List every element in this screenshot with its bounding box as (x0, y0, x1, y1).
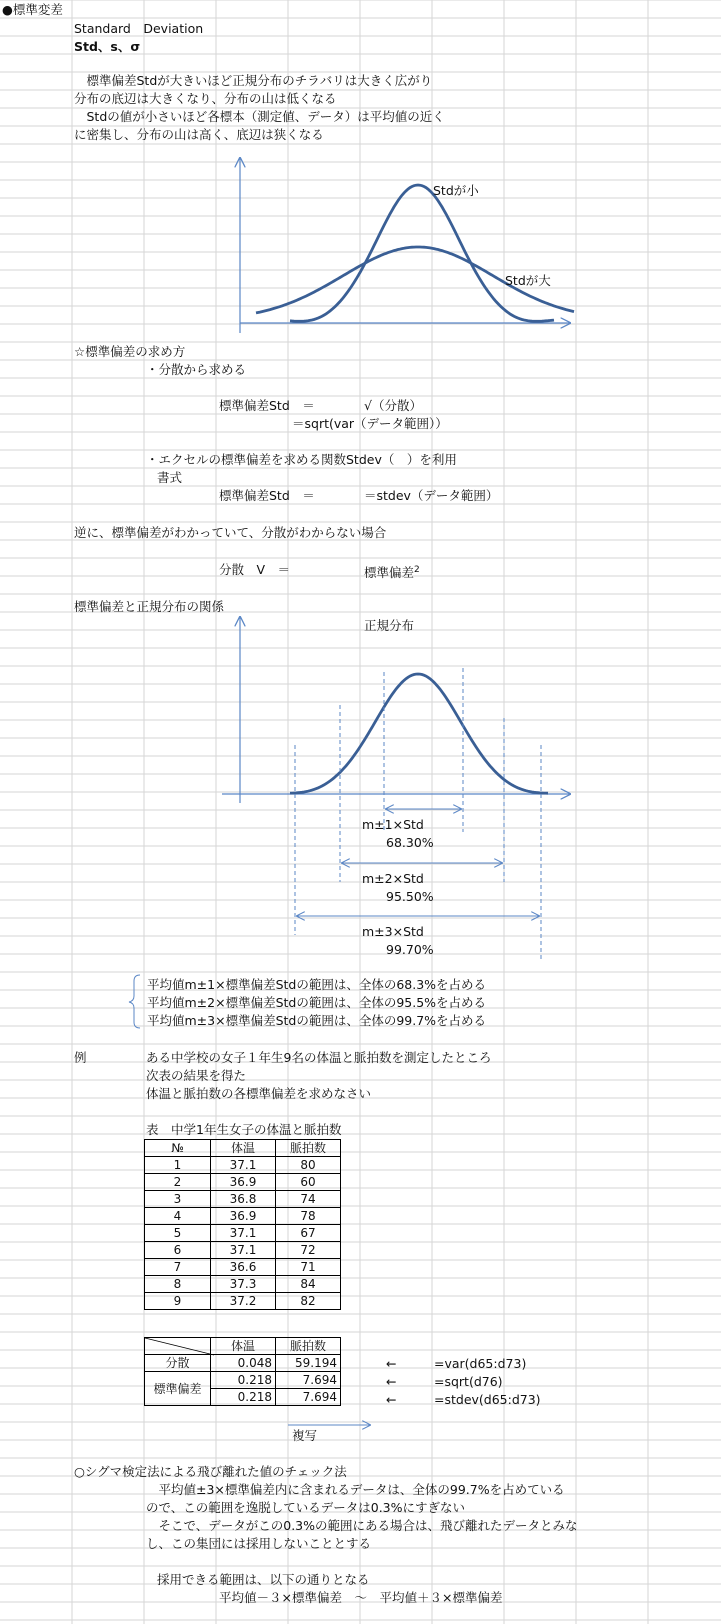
intro-line: Stdの値が小さいほど各標本（測定値、データ）は平均値の近く (74, 109, 445, 124)
example-line: 体温と脈拍数の各標準偏差を求めなさい (146, 1086, 372, 1101)
formula1-right: √（分散） (364, 398, 422, 413)
variance-label: 分散 (145, 1355, 211, 1372)
header-pulse: 脈拍数 (276, 1140, 341, 1157)
inverse-text: 逆に、標準偏差がわかっていて、分散がわからない場合 (74, 525, 387, 540)
formula2-left: 標準偏差Std ＝ (219, 488, 315, 503)
header-no: № (145, 1140, 211, 1157)
cell: 71 (276, 1259, 341, 1276)
cell: 72 (276, 1242, 341, 1259)
summary-line: 平均値m±2×標準偏差Stdの範囲は、全体の95.5%を占める (147, 995, 487, 1010)
normal-chart-title: 正規分布 (364, 618, 415, 633)
left-arrow: ← (386, 1374, 397, 1389)
method-sub2: ・エクセルの標準偏差を求める関数Stdev（ ）を利用 (146, 452, 457, 467)
english-name: Standard Deviation (74, 21, 204, 36)
intro-line: 標準偏差Stdが大きいほど正規分布のチラバリは大きく広がり (74, 73, 433, 88)
page-title: ●標準変差 (2, 2, 63, 17)
cell: 74 (276, 1191, 341, 1208)
variance-temp: 0.048 (211, 1355, 276, 1372)
cell: 5 (145, 1225, 211, 1242)
narrow-curve (290, 185, 554, 321)
range2-label: m±2×Std (362, 871, 424, 886)
header-temp: 体温 (211, 1140, 276, 1157)
formula-stdev: =stdev(d65:d73) (434, 1392, 541, 1407)
example-line: ある中学校の女子１年生9名の体温と脈拍数を測定したところ (146, 1050, 492, 1065)
formula1-alt: ＝sqrt(var（データ範囲）） (292, 416, 448, 431)
stats-header-pulse: 脈拍数 (276, 1338, 341, 1355)
cell: 1 (145, 1157, 211, 1174)
cell: 3 (145, 1191, 211, 1208)
cell: 2 (145, 1174, 211, 1191)
diagonal-cell (145, 1338, 211, 1355)
cell: 80 (276, 1157, 341, 1174)
cell: 78 (276, 1208, 341, 1225)
sigma-line: 平均値±3×標準偏差内に含まれるデータは、全体の99.7%を占めている (146, 1482, 565, 1497)
cell: 9 (145, 1293, 211, 1310)
table-row (145, 1157, 341, 1174)
normal-distribution-chart (222, 617, 570, 962)
cell: 36.9 (211, 1208, 276, 1225)
stats-table (144, 1337, 341, 1406)
table-row (145, 1208, 341, 1225)
large-std-label: Stdが大 (505, 273, 551, 288)
cell: 4 (145, 1208, 211, 1225)
cell: 8 (145, 1276, 211, 1293)
relation-heading: 標準偏差と正規分布の関係 (74, 599, 225, 614)
formula-var: =var(d65:d73) (434, 1356, 527, 1371)
table-header-row (145, 1140, 341, 1157)
variance-row (145, 1355, 341, 1372)
table-row (145, 1225, 341, 1242)
acceptable-range: 平均値－３×標準偏差 ～ 平均値＋３×標準偏差 (219, 1590, 503, 1605)
range3-label: m±3×Std (362, 924, 424, 939)
table-row (145, 1242, 341, 1259)
table-row (145, 1276, 341, 1293)
stats-header-temp: 体温 (211, 1338, 276, 1355)
symbols: Std、s、σ (74, 39, 141, 54)
stdev-temp: 0.218 (211, 1389, 276, 1406)
formula-sqrt: =sqrt(d76) (434, 1374, 503, 1389)
left-arrow: ← (386, 1392, 397, 1407)
range1-pct: 68.30% (386, 835, 434, 850)
format-label: 書式 (157, 470, 183, 485)
cell: 36.8 (211, 1191, 276, 1208)
sigma-line: し、この集団には採用しないこととする (146, 1536, 372, 1551)
range-intro: 採用できる範囲は、以下の通りとなる (157, 1572, 370, 1587)
summary-bracket (129, 975, 140, 1028)
formula2-right: ＝stdev（データ範囲） (364, 488, 499, 503)
cell: 82 (276, 1293, 341, 1310)
sigma-line: そこで、データがこの0.3%の範囲にある場合は、飛び離れたデータとみな (146, 1518, 578, 1533)
stdev-pulse: 7.694 (276, 1389, 341, 1406)
cell: 36.6 (211, 1259, 276, 1276)
sigma-line: ので、この範囲を逸脱しているデータは0.3%にすぎない (146, 1500, 466, 1515)
std-row (145, 1372, 341, 1389)
table-row (145, 1293, 341, 1310)
formula1-left: 標準偏差Std ＝ (219, 398, 315, 413)
example-label: 例 (74, 1050, 87, 1065)
normal-curve (290, 674, 548, 793)
copy-label: 複写 (292, 1428, 318, 1443)
method-heading: ☆標準偏差の求め方 (74, 344, 186, 359)
sigma-heading: ○シグマ検定法による飛び離れた値のチェック法 (74, 1464, 347, 1479)
left-arrow: ← (386, 1356, 397, 1371)
variance-formula-right: 標準偏差$^2$ (364, 565, 420, 581)
table-title: 表 中学1年生女子の体温と脈拍数 (146, 1122, 342, 1137)
std-temp: 0.218 (211, 1372, 276, 1389)
intro-line: に密集し、分布の山は高く、底辺は狭くなる (74, 127, 324, 142)
range1-label: m±1×Std (362, 817, 424, 832)
cell: 37.1 (211, 1242, 276, 1259)
intro-line: 分布の底辺は大きくなり、分布の山は低くなる (74, 91, 337, 106)
range3-pct: 99.70% (386, 942, 434, 957)
variance-formula-left: 分散 V ＝ (219, 562, 291, 577)
cell: 37.1 (211, 1225, 276, 1242)
cell: 37.1 (211, 1157, 276, 1174)
table-row (145, 1259, 341, 1276)
cell: 67 (276, 1225, 341, 1242)
summary-line: 平均値m±1×標準偏差Stdの範囲は、全体の68.3%を占める (147, 977, 487, 992)
example-line: 次表の結果を得た (146, 1068, 247, 1083)
std-label: 標準偏差 (145, 1372, 211, 1406)
cell: 6 (145, 1242, 211, 1259)
cell: 37.3 (211, 1276, 276, 1293)
small-std-label: Stdが小 (433, 183, 479, 198)
summary-line: 平均値m±3×標準偏差Stdの範囲は、全体の99.7%を占める (147, 1013, 487, 1028)
table-row (145, 1174, 341, 1191)
std-pulse: 7.694 (276, 1372, 341, 1389)
range2-pct: 95.50% (386, 889, 434, 904)
method-sub1: ・分散から求める (146, 362, 247, 377)
cell: 60 (276, 1174, 341, 1191)
cell: 37.2 (211, 1293, 276, 1310)
cell: 84 (276, 1276, 341, 1293)
cell: 36.9 (211, 1174, 276, 1191)
stats-header-row (145, 1338, 341, 1355)
table-row (145, 1191, 341, 1208)
cell: 7 (145, 1259, 211, 1276)
variance-pulse: 59.194 (276, 1355, 341, 1372)
data-table (144, 1139, 341, 1310)
